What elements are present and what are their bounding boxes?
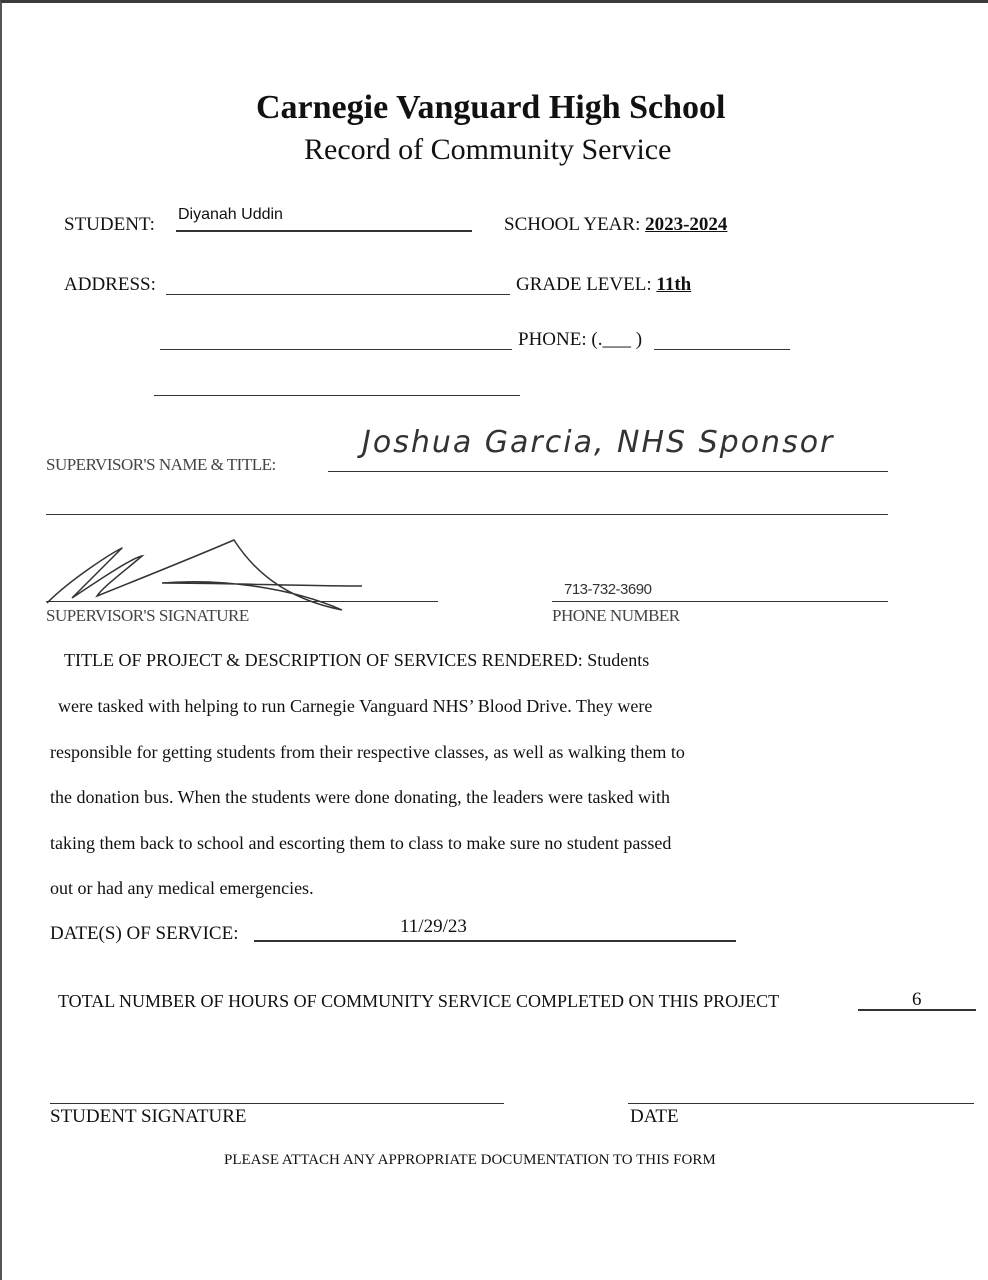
school-year-value: 2023-2024 bbox=[645, 214, 728, 235]
supervisor-signature-label: SUPERVISOR'S SIGNATURE bbox=[46, 606, 249, 625]
description-line-1: TITLE OF PROJECT & DESCRIPTION OF SERVICES RENDERED: Students bbox=[64, 650, 650, 670]
supervisor-phone-value: 713-732-3690 bbox=[564, 581, 652, 598]
supervisor-phone-label: PHONE NUMBER bbox=[552, 606, 680, 625]
dates-value[interactable]: 11/29/23 bbox=[400, 916, 467, 937]
supervisor-signature-line bbox=[46, 601, 438, 602]
student-signature-label: STUDENT SIGNATURE bbox=[50, 1106, 247, 1127]
address-line-2[interactable] bbox=[160, 349, 512, 350]
student-name-value[interactable]: Diyanah Uddin bbox=[178, 206, 283, 223]
hours-line bbox=[858, 1009, 976, 1011]
hours-value[interactable]: 6 bbox=[912, 989, 922, 1010]
school-name: Carnegie Vanguard High School bbox=[256, 89, 726, 126]
attach-note: PLEASE ATTACH ANY APPROPRIATE DOCUMENTATION TO THIS FORM bbox=[224, 1152, 716, 1168]
student-signature-line[interactable] bbox=[50, 1103, 504, 1104]
phone-label: PHONE: (.___ ) bbox=[518, 329, 643, 350]
hours-label: TOTAL NUMBER OF HOURS OF COMMUNITY SERVICE COMPLETED ON THIS PROJECT bbox=[58, 991, 780, 1011]
description-line-3: responsible for getting students from their respective classes, as well as walking them to bbox=[50, 742, 685, 762]
address-label: ADDRESS: bbox=[64, 274, 156, 295]
supervisor-name-value: Joshua Garcia, NHS Sponsor bbox=[362, 425, 835, 460]
address-line-3[interactable] bbox=[154, 395, 520, 396]
description-line-4: the donation bus. When the students were done donating, the leaders were tasked with bbox=[50, 787, 670, 807]
supervisor-phone-line bbox=[552, 601, 888, 602]
description-line-5: taking them back to school and escorting them to class to make sure no student passed bbox=[50, 833, 672, 853]
address-line-1[interactable] bbox=[166, 294, 510, 295]
description-line-6: out or had any medical emergencies. bbox=[50, 878, 314, 898]
description-line-2: were tasked with helping to run Carnegie Vanguard NHS’ Blood Drive. They were bbox=[58, 696, 653, 716]
phone-line[interactable] bbox=[654, 349, 790, 350]
student-label: STUDENT: bbox=[64, 214, 155, 235]
dates-line bbox=[254, 940, 736, 942]
dates-label: DATE(S) OF SERVICE: bbox=[50, 923, 239, 944]
supervisor-name-line bbox=[328, 471, 888, 472]
school-year-label: SCHOOL YEAR: 2023-2024 bbox=[504, 214, 728, 235]
grade-level-value: 11th bbox=[656, 274, 692, 295]
student-line bbox=[176, 230, 472, 232]
supervisor-title-line bbox=[46, 514, 888, 515]
date-label: DATE bbox=[630, 1106, 679, 1127]
supervisor-name-label: SUPERVISOR'S NAME & TITLE: bbox=[46, 455, 276, 474]
date-line[interactable] bbox=[628, 1103, 974, 1104]
form-title: Record of Community Service bbox=[304, 133, 672, 166]
grade-level-label: GRADE LEVEL: 11th bbox=[516, 274, 692, 295]
